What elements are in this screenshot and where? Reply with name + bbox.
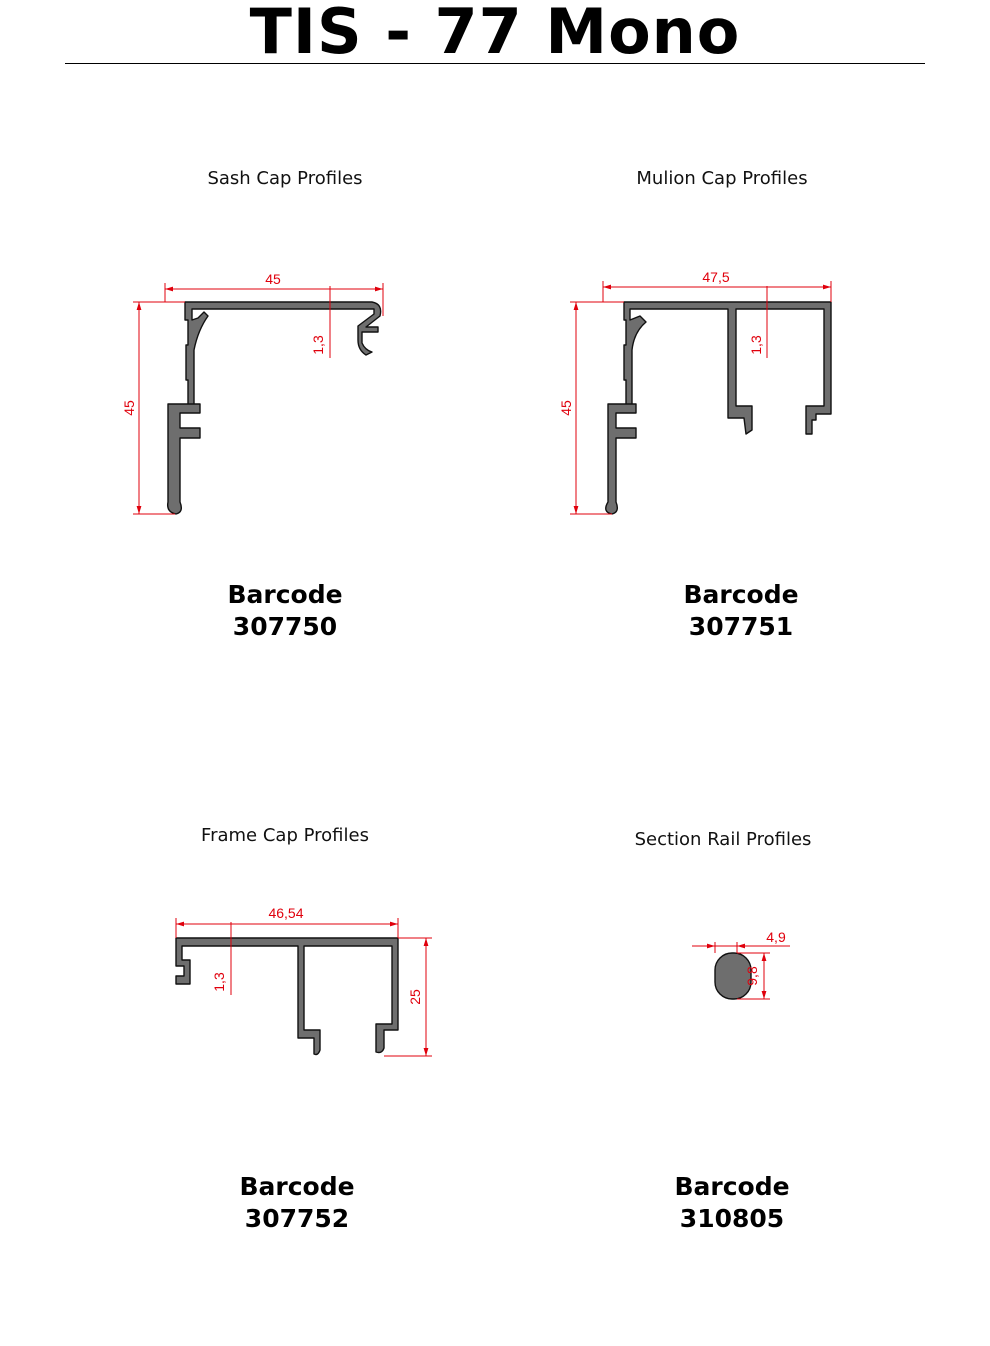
frame-height-dimension: 25	[407, 989, 423, 1005]
frame-wall-dimension: 1,3	[211, 972, 227, 992]
barcode-label: Barcode	[239, 1172, 355, 1201]
mulion-wall-dimension: 1,3	[748, 335, 764, 355]
barcode-label: Barcode	[227, 580, 343, 609]
barcode-value: 310805	[679, 1204, 785, 1233]
barcode-value: 307752	[244, 1204, 350, 1233]
barcode-block-307752	[239, 1171, 354, 1235]
barcode-value: 307750	[232, 612, 338, 641]
mulion-width-dimension: 47,5	[702, 269, 730, 285]
sash-height-dimension: 45	[121, 400, 137, 416]
barcode-label: Barcode	[683, 580, 799, 609]
sash-cap-drawing	[121, 271, 383, 514]
sash-width-dimension: 45	[265, 271, 281, 287]
profile-label-mulion-cap: Mulion Cap Profiles	[636, 168, 808, 189]
profile-label-section-rail: Section Rail Profiles	[634, 829, 812, 850]
profile-label-frame-cap: Frame Cap Profiles	[201, 825, 369, 846]
frame-cap-drawing	[176, 905, 432, 1056]
rail-height-dimension: 9,8	[744, 966, 760, 986]
frame-width-dimension: 46,54	[268, 905, 304, 921]
section-rail-drawing	[692, 929, 790, 999]
barcode-block-307751	[683, 579, 798, 643]
mulion-cap-profile-shape	[606, 302, 831, 514]
profile-label-sash-cap: Sash Cap Profiles	[207, 168, 363, 189]
mulion-height-dimension: 45	[558, 400, 574, 416]
barcode-block-310805	[674, 1171, 789, 1235]
barcode-label: Barcode	[674, 1172, 790, 1201]
sash-cap-profile-shape	[168, 302, 381, 514]
sash-wall-dimension: 1,3	[310, 335, 326, 355]
page-title: TIS - 77 Mono	[249, 0, 741, 68]
barcode-value: 307751	[688, 612, 794, 641]
mulion-cap-drawing	[558, 269, 831, 514]
barcode-block-307750	[227, 579, 342, 643]
frame-cap-profile-shape	[176, 938, 398, 1055]
rail-width-dimension: 4,9	[766, 929, 786, 945]
